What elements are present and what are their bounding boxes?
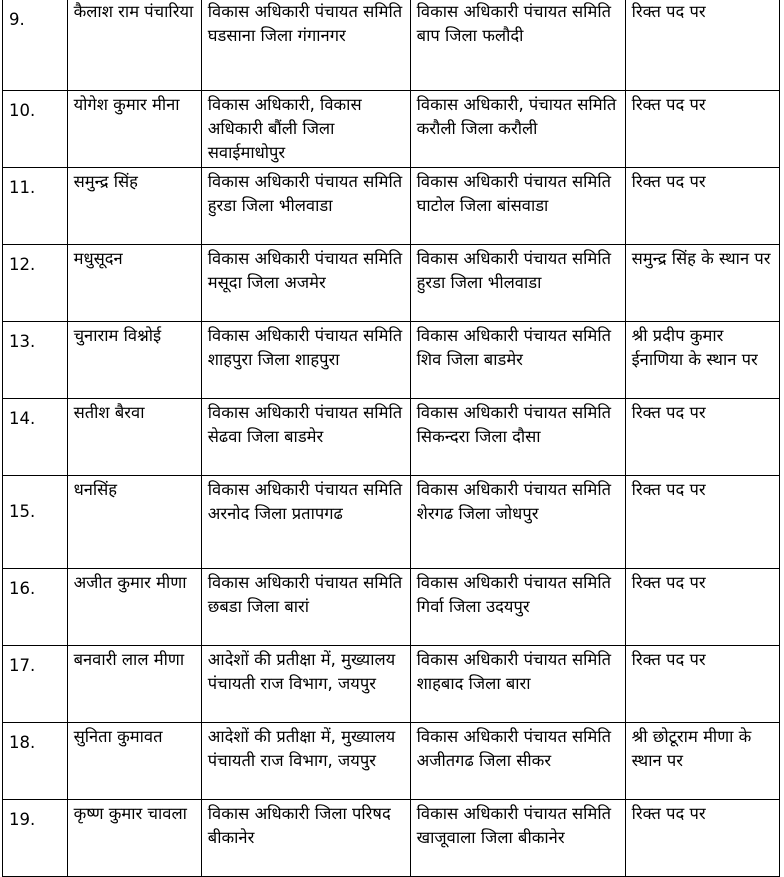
current-posting-cell: विकास अधिकारी पंचायत समिति छबडा जिला बारां xyxy=(201,569,410,646)
table-row xyxy=(3,723,780,800)
new-posting-cell: विकास अधिकारी पंचायत समिति अजीतगढ जिला सीकर xyxy=(410,723,625,800)
current-posting-cell: विकास अधिकारी पंचायत समिति मसूदा जिला अजमेर xyxy=(201,245,410,322)
new-posting-cell: विकास अधिकारी पंचायत समिति हुरडा जिला भीलवाडा xyxy=(410,245,625,322)
new-posting-cell: विकास अधिकारी पंचायत समिति गिर्वा जिला उदयपुर xyxy=(410,569,625,646)
serial-number-cell: 12. xyxy=(3,245,68,322)
serial-number-cell: 19. xyxy=(3,800,68,877)
current-posting-cell: आदेशों की प्रतीक्षा में, मुख्यालय पंचायती राज विभाग, जयपुर xyxy=(201,646,410,723)
remark-cell: समुन्द्र सिंह के स्थान पर xyxy=(625,245,779,322)
current-posting-cell: विकास अधिकारी पंचायत समिति हुरडा जिला भीलवाडा xyxy=(201,168,410,245)
remark-cell: रिक्त पद पर xyxy=(625,569,779,646)
serial-number-cell: 10. xyxy=(3,91,68,168)
table-row xyxy=(3,646,780,723)
new-posting-cell: विकास अधिकारी पंचायत समिति शेरगढ जिला जोधपुर xyxy=(410,476,625,569)
officer-name-cell: धनसिंह xyxy=(67,476,201,569)
table-row xyxy=(3,569,780,646)
current-posting-cell: विकास अधिकारी पंचायत समिति शाहपुरा जिला शाहपुरा xyxy=(201,322,410,399)
table-row xyxy=(3,476,780,569)
table-row xyxy=(3,91,780,168)
officer-name-cell: कृष्ण कुमार चावला xyxy=(67,800,201,877)
remark-cell: रिक्त पद पर xyxy=(625,0,779,91)
remark-cell: रिक्त पद पर xyxy=(625,399,779,476)
officer-name-cell: समुन्द्र सिंह xyxy=(67,168,201,245)
officer-name-cell: बनवारी लाल मीणा xyxy=(67,646,201,723)
new-posting-cell: विकास अधिकारी पंचायत समिति सिकन्दरा जिला दौसा xyxy=(410,399,625,476)
current-posting-cell: विकास अधिकारी पंचायत समिति घडसाना जिला गंगानगर xyxy=(201,0,410,91)
serial-number-cell: 17. xyxy=(3,646,68,723)
remark-cell: श्री प्रदीप कुमार ईनाणिया के स्थान पर xyxy=(625,322,779,399)
serial-number-cell: 11. xyxy=(3,168,68,245)
officer-name-cell: योगेश कुमार मीना xyxy=(67,91,201,168)
serial-number-cell: 18. xyxy=(3,723,68,800)
officer-name-cell: सतीश बैरवा xyxy=(67,399,201,476)
table-row xyxy=(3,399,780,476)
serial-number-cell: 13. xyxy=(3,322,68,399)
table-row xyxy=(3,0,780,91)
transfer-table xyxy=(2,0,780,877)
current-posting-cell: विकास अधिकारी जिला परिषद बीकानेर xyxy=(201,800,410,877)
serial-number-cell: 15. xyxy=(3,476,68,569)
table-row xyxy=(3,322,780,399)
officer-name-cell: अजीत कुमार मीणा xyxy=(67,569,201,646)
current-posting-cell: विकास अधिकारी पंचायत समिति सेढवा जिला बाडमेर xyxy=(201,399,410,476)
new-posting-cell: विकास अधिकारी पंचायत समिति बाप जिला फलौदी xyxy=(410,0,625,91)
new-posting-cell: विकास अधिकारी पंचायत समिति शिव जिला बाडमेर xyxy=(410,322,625,399)
remark-cell: रिक्त पद पर xyxy=(625,800,779,877)
new-posting-cell: विकास अधिकारी, पंचायत समिति करौली जिला करौली xyxy=(410,91,625,168)
officer-name-cell: मधुसूदन xyxy=(67,245,201,322)
officer-name-cell: चुनाराम विश्नोई xyxy=(67,322,201,399)
table-row xyxy=(3,168,780,245)
current-posting-cell: आदेशों की प्रतीक्षा में, मुख्यालय पंचायती राज विभाग, जयपुर xyxy=(201,723,410,800)
table-body xyxy=(3,0,780,877)
remark-cell: रिक्त पद पर xyxy=(625,91,779,168)
new-posting-cell: विकास अधिकारी पंचायत समिति खाजूवाला जिला बीकानेर xyxy=(410,800,625,877)
remark-cell: रिक्त पद पर xyxy=(625,476,779,569)
current-posting-cell: विकास अधिकारी, विकास अधिकारी बौंली जिला सवाईमाधोपुर xyxy=(201,91,410,168)
new-posting-cell: विकास अधिकारी पंचायत समिति घाटोल जिला बांसवाडा xyxy=(410,168,625,245)
remark-cell: रिक्त पद पर xyxy=(625,168,779,245)
remark-cell: श्री छोटूराम मीणा के स्थान पर xyxy=(625,723,779,800)
officer-name-cell: कैलाश राम पंचारिया xyxy=(67,0,201,91)
table-row xyxy=(3,245,780,322)
serial-number-cell: 16. xyxy=(3,569,68,646)
serial-number-cell: 14. xyxy=(3,399,68,476)
current-posting-cell: विकास अधिकारी पंचायत समिति अरनोद जिला प्रतापगढ xyxy=(201,476,410,569)
table-row xyxy=(3,800,780,877)
officer-name-cell: सुनिता कुमावत xyxy=(67,723,201,800)
remark-cell: रिक्त पद पर xyxy=(625,646,779,723)
new-posting-cell: विकास अधिकारी पंचायत समिति शाहबाद जिला बारा xyxy=(410,646,625,723)
serial-number-cell: 9. xyxy=(3,0,68,91)
